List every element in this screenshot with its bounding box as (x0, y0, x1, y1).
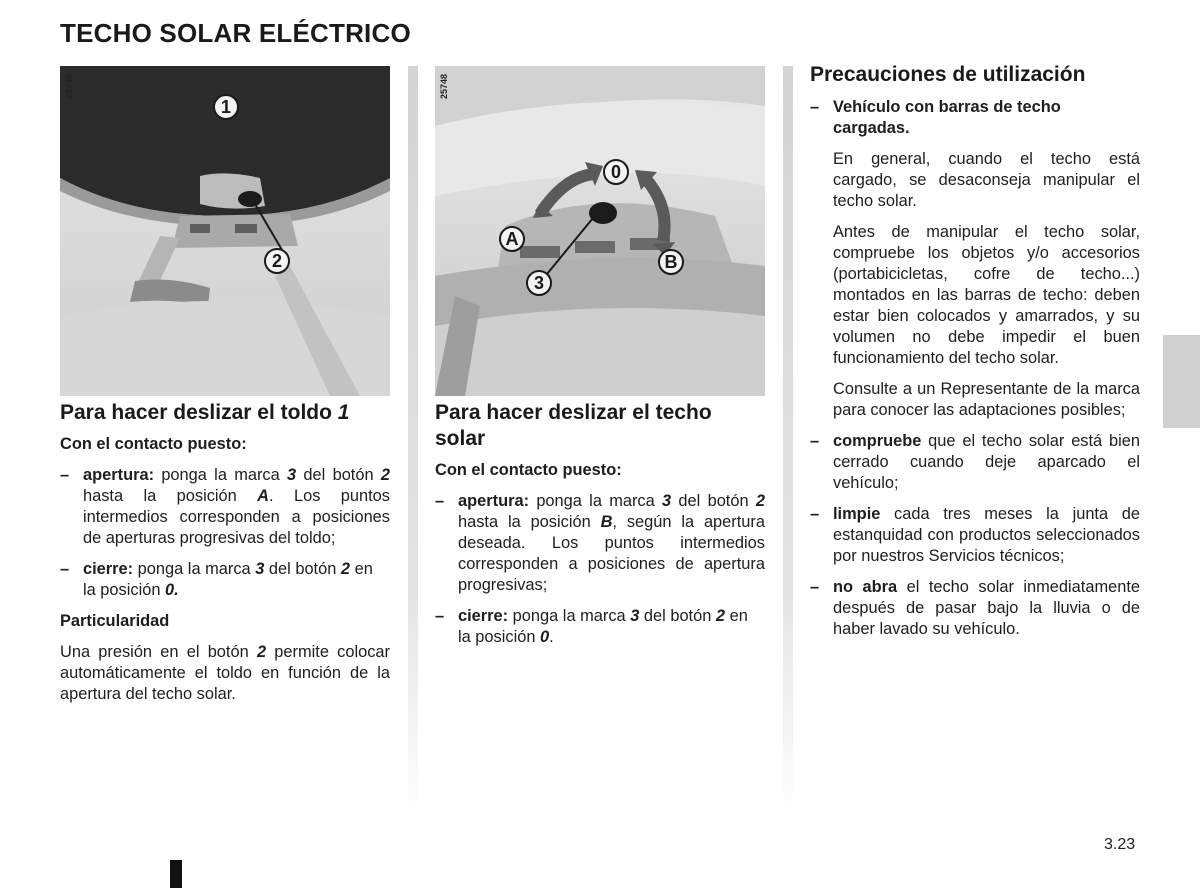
right-column (810, 62, 1140, 640)
middle-column (435, 400, 765, 648)
list-item-paragraph: Antes de manipular el techo solar, compruebe los objetos y/o accesorios (portabicicletas, cofre de techo...) montados en las barras de techo: deben estar bien colocados y amarrados, y su volumen no debe impedir el buen funcionamiento del techo solar. (833, 223, 1140, 367)
callout-1: 1 (213, 94, 239, 120)
callout-3: 3 (526, 270, 552, 296)
list-item-paragraph: Consulte a un Representante de la marca para conocer las adaptaciones posibles; (833, 380, 1140, 419)
list-item: – no abra el techo solar inmediatamente después de pasar bajo la lluvia o de haber lavado su vehículo. (810, 578, 1141, 638)
list-item: – Vehículo con barras de techo cargadas. En general, cuando el techo está cargado, se desaconseja manipular el techo solar. Antes de manipular el techo solar, compruebe los objetos y/o accesorios (portabicicletas, cofre de techo...) montados en las barras de techo: deben estar bien colocados y amarrados, y su volumen no debe impedir el buen funcionamiento del techo solar. Consulte a un Representante de la marca para conocer las adaptaciones posibles; (810, 98, 1140, 419)
list-item: – apertura: ponga la marca 3 del botón 2 hasta la posición B, según la apertura deseada. Los puntos intermedios corresponden a posiciones de apertura progresivas; (435, 492, 765, 594)
list-item: – apertura: ponga la marca 3 del botón 2 hasta la posición A. Los puntos intermedios corresponden a posiciones de aperturas progresivas del toldo; (60, 466, 390, 547)
column-divider-right (783, 66, 793, 816)
callout-0: 0 (603, 159, 629, 185)
section-heading: Para hacer deslizar el toldo 1 (60, 401, 350, 424)
list-item: – cierre: ponga la marca 3 del botón 2 en la posición 0. (60, 560, 373, 599)
image-reference-code: 25749 (64, 74, 74, 100)
callout-2: 2 (264, 248, 290, 274)
sunblind-control-photo (60, 66, 390, 396)
list-item: – cierre: ponga la marca 3 del botón 2 en la posición 0. (435, 607, 748, 646)
list-item-paragraph: En general, cuando el techo está cargado, se desaconseja manipular el techo solar. (833, 150, 1140, 210)
section-heading: Para hacer deslizar el techo solar (435, 401, 712, 450)
left-column (60, 400, 390, 705)
section-subheading: Con el contacto puesto: (60, 435, 247, 453)
sunroof-photo-illustration (435, 66, 765, 396)
print-mark (170, 860, 182, 888)
particularity-text: Una presión en el botón 2 permite colocar automáticamente el toldo en función de la apertura del techo solar. (60, 643, 390, 703)
particularity-heading: Particularidad (60, 612, 170, 630)
callout-A: A (499, 226, 525, 252)
image-reference-code: 25748 (439, 74, 449, 100)
chapter-tab (1163, 335, 1200, 428)
sunroof-control-photo (435, 66, 765, 396)
section-subheading: Con el contacto puesto: (435, 461, 622, 479)
callout-B: B (658, 249, 684, 275)
list-item: – compruebe que el techo solar está bien cerrado cuando deje aparcado el vehículo; (810, 432, 1140, 492)
column-divider-left (408, 66, 418, 816)
list-item: – limpie cada tres meses la junta de estanquidad con productos seleccionados por nuestros Servicios técnicos; (810, 505, 1140, 565)
section-heading: Precauciones de utilización (810, 63, 1086, 86)
page-number: 3.23 (1104, 836, 1136, 853)
page-title: TECHO SOLAR ELÉCTRICO (60, 18, 411, 48)
